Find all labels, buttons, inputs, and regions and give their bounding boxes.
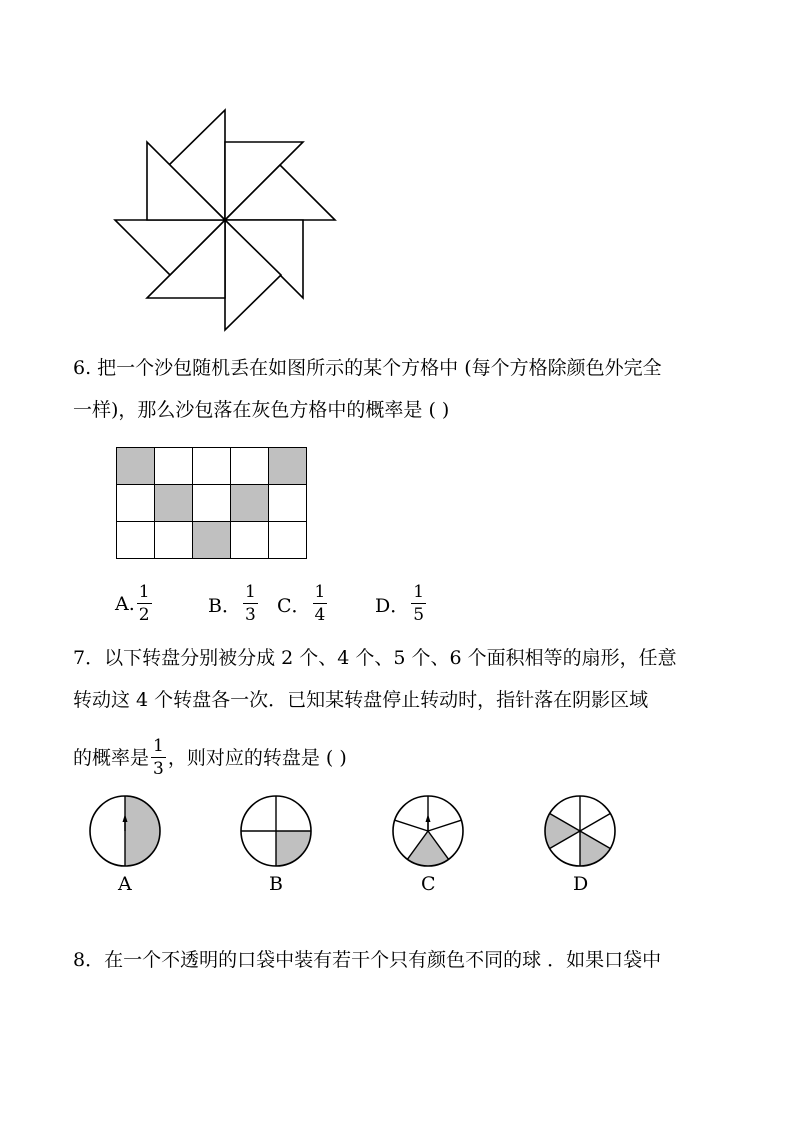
fraction-denominator: 5 [413,605,425,625]
q7-line3-prefix: 的概率是 [73,747,150,769]
q7-text-line2: 转动这 4 个转盘各一次．已知某转盘停止转动时，指针落在阴影区域 [73,689,649,711]
wheel-a[interactable] [88,794,162,868]
q6-grid [116,447,307,559]
fraction-denominator: 3 [244,605,256,625]
q6-option-d[interactable] [375,584,428,624]
fraction-numerator: 1 [153,736,164,756]
grid-cell-white[interactable] [269,522,307,559]
q7-line3-suffix: ，则对应的转盘是 ( ) [167,747,347,769]
grid-cell-gray[interactable] [231,485,269,522]
grid-cell-white[interactable] [231,448,269,485]
q6-text-line2: 一样)，那么沙包落在灰色方格中的概率是 ( ) [73,399,450,421]
grid-cell-white[interactable] [231,522,269,559]
fraction-denominator: 3 [153,759,164,779]
grid-cell-gray[interactable] [155,485,193,522]
wheel-d[interactable] [543,794,617,868]
wheel-b[interactable] [239,794,313,868]
q6-option-a[interactable] [115,584,154,624]
grid-cell-gray[interactable] [193,522,231,559]
shaded-sector [580,831,610,866]
q7-text-line1: 7．以下转盘分别被分成 2 个、4 个、5 个、6 个面积相等的扇形，任意 [73,647,677,669]
pointer-arrow-icon [426,814,431,822]
shaded-sector [125,796,160,866]
shaded-sector [545,814,580,849]
q6-option-a-label: A. [115,593,135,615]
grid-cell-white[interactable] [117,522,155,559]
grid-cell-gray[interactable] [117,448,155,485]
grid-row [117,485,307,522]
wheel-b-label: B [269,873,283,895]
q6-option-b-fraction [243,584,258,624]
q6-option-c[interactable] [277,584,329,624]
grid-cell-white[interactable] [117,485,155,522]
grid-cell-white[interactable] [193,448,231,485]
sector-divider [428,820,461,831]
q8-text-line1: 8．在一个不透明的口袋中装有若干个只有颜色不同的球 ．如果口袋中 [73,949,662,971]
q6-option-d-label: D． [375,594,410,617]
fraction-numerator: 1 [314,582,326,602]
fraction-denominator: 2 [138,605,150,625]
grid-cell-gray[interactable] [269,448,307,485]
wheel-c-label: C [421,873,436,895]
q6-option-b[interactable] [208,584,260,624]
grid-cell-white[interactable] [269,485,307,522]
wheel-d-label: D [573,873,589,895]
q6-option-a-fraction [137,584,152,624]
q6-option-c-fraction [313,584,328,624]
q6-option-b-label: B． [208,594,241,617]
shaded-sector [407,831,448,866]
fraction-numerator: 1 [138,582,150,602]
grid-row [117,448,307,485]
grid-row [117,522,307,559]
fraction-denominator: 4 [314,605,326,625]
sector-divider [580,814,610,832]
fraction-numerator: 1 [413,582,425,602]
pinwheel-figure [112,108,338,334]
q6-option-c-label: C． [277,594,311,617]
fraction-numerator: 1 [244,582,256,602]
grid-cell-white[interactable] [193,485,231,522]
q7-text-line3 [73,738,347,778]
q6-text-line1: 6. 把一个沙包随机丢在如图所示的某个方格中 (每个方格除颜色外完全 [73,357,662,379]
q6-option-d-fraction [411,584,426,624]
wheel-c[interactable] [391,794,465,868]
grid-cell-white[interactable] [155,522,193,559]
q7-line3-fraction [151,738,166,778]
grid-cell-white[interactable] [155,448,193,485]
wheel-a-label: A [118,873,132,895]
sector-divider [395,820,428,831]
